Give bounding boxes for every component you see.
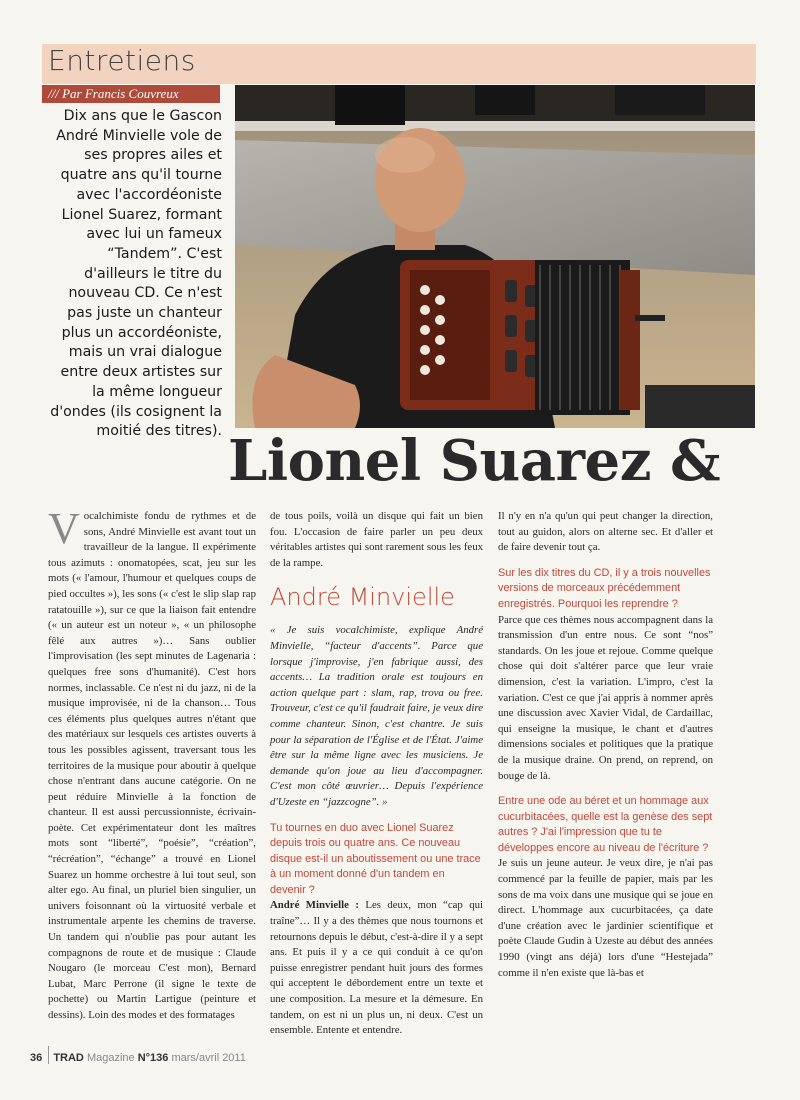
page-footer (30, 1052, 246, 1064)
lead-paragraph (48, 504, 256, 1024)
intro-lead: Dix ans que le Gascon André Minvielle vole de ses propres ailes et quatre ans qu'il tourne avec l'accordéoniste Lionel Suarez, formant avec lui un fameux “Tandem”. C'est d'ailleurs le titre du nouveau CD. Ce n'est pas juste un chanteur plus un accordéoniste, mais un vrai dialogue entre deux artistes sur la même longueur d'ondes (ils cosignent la moitié des titres). (50, 108, 222, 440)
paragraph: de tous poils, voilà un disque qui fait un bien fou. L'occasion de faire parler un peu deux véritables artistes qui sont rarement sous les feux de la rampe. (270, 510, 483, 569)
article-column-3 (498, 509, 713, 981)
magazine-brand: TRAD (53, 1052, 84, 1064)
artist-photo (235, 85, 755, 428)
paragraph: Il n'y en n'a qu'un qui peut changer la direction, tout au guidon, alors on alterne sec. Et d'aller et de faire devenir tout ça. (498, 510, 713, 554)
article-title: Lionel Suarez & (228, 428, 721, 494)
article-title-line2: André Minvielle (270, 583, 455, 612)
section-title: Entretiens (48, 44, 196, 77)
page-number: 36 (30, 1052, 43, 1064)
issue-date: mars/avril 2011 (171, 1052, 246, 1064)
magazine-subtitle: Magazine (86, 1052, 135, 1064)
interview-question: Entre une ode au béret et un hommage aux cucurbitacées, quelle est la genèse des sept autres ? J'ai l'impression que tu te développes encore au niveau de l'écriture ? (498, 795, 713, 854)
article-column-2 (270, 509, 483, 1039)
quote-paragraph: « Je suis vocalchimiste, explique André Minvielle, “facteur d'accents”. Parce que lorsque j'improvise, j'en fabrique aussi, des accents… La tradition orale est toujours en action quelque part : slam, rap, trova ou free. Trouveur, c'est ce qu'il faudrait faire, je veux dire comme chanteur. Sinon, c'est chantre. Je suis pour la séparation de l'Église et de l'État. J'aime être sur la même ligne avec les musiciens. Je demande qu'on joue au lieu d'accompagner. C'est mon côté œuvrier… Depuis l'expérience d'Uzeste en “jazzcogne”. » (270, 624, 483, 808)
interview-answer: Je suis un jeune auteur. Je veux dire, je n'ai pas commencé par la feuille de papier, mais par les sons de ma voix dans une musique qui se joue en direct. L'hommage aux cucurbitacées, ça date d'une création avec le jardinier scientifique et poète Claude Gudin à Uzeste au début des années 1990 (vingt ans déjà) lors d'une “Hestejada” comme il n'en existe que là-bas et (498, 857, 713, 979)
article-column-1 (48, 504, 256, 1024)
speaker-label: André Minvielle : (270, 899, 359, 912)
interview-question: Tu tournes en duo avec Lionel Suarez depuis trois ou quatre ans. Ce nouveau disque est-il un aboutissement ou une trace à un moment donné d'un tandem en devenir ? (270, 821, 481, 896)
accordion-player-illustration (235, 85, 755, 428)
issue-number: N°136 (137, 1052, 169, 1064)
author-byline: /// Par Francis Couvreux (42, 85, 220, 103)
drop-cap: V (48, 504, 80, 553)
interview-answer: Parce que ces thèmes nous accompagnent dans la transmission d'un entre nous. Ce sont “nos” standards. On les joue et rejoue. Comme quelque chose qui doit s'altérer parce que leur vraie dimension, c'est la variation. L'impro, c'est la variation. C'est ce que j'ai appris à nommer après une discussion avec Xavier Vidal, de Cardaillac, qui enseigne la musique, le chant et d'autres dimensions sociales et politiques que la pratique de la musique draine. On prend, on reprend, on bouge de là. (498, 613, 713, 782)
lead-text: ocalchimiste fondu de rythmes et de sons, André Minvielle est avant tout un travailleur de la langue. Il expérimente tous azimuts : onomatopées, scat, jeu sur les mots (« l'amour, l'humour et quelques coups de pied occultes »), les sons (« c'est le slip slap rap ratatouille »), sur ce que la liaison fait entendre (« un auteur est un noteur », « un philosophe fêlé aux autres »)… Sans oublier l'improvisation (les sept minutes de Lagenaria : quelques free sons d'humanité). C'est hors normes, inclassable. Ce n'est ni du jazz, ni de la musique improvisée, ni de la chanson… Tous ces éléments plus quelques autres n'étant que des matériaux sur lesquels ces artistes ouverts à tous les possibles agissent, traversant tous les territoires de la musique pour aboutir à quelque chose n'entrant dans aucune catégorie. On ne peut réduire Minvielle à la fonction de chanteur. Il est aussi percussionniste, écrivain-poète. Cet expérimentateur dont les maîtres mots sont “liberté”, “poésie”, “création”, “récréation”, “échange” a trouvé en Lionel Suarez un homme orchestre à lui tout seul, son alter ego. Au final, un pluriel bien singulier, un univers foisonnant où la virtuosité verbale et instrumentale arpente les chemins de traverse. Un tandem qui n'oublie pas pour autant les compagnons de route et de musique : Claude Nougaro (le morceau C'est mon), Bernard Lubat, Marc Perrone (il signe le texte de pochette) ou Martin Lartigue (peinture et dessins). Loin des modes et des formatages (48, 510, 256, 1021)
interview-question: Sur les dix titres du CD, il y a trois nouvelles versions de morceaux précédemment enregistrés. Pourquoi les reprendre ? (498, 566, 711, 610)
answer-text: Les deux, mon “cap qui traîne”… Il y a des thèmes que nous tournons et retournons depuis le début, c'est-à-dire il y a sept ans. Et puis il y a ce qui conduit à ce qu'on puisse enregistrer pendant huit jours des formes qui acceptent le débordement entre un texte et une composition. La mesure et la démesure. En tandem, on est ni un plus un, ni deux. C'est un ensemble. Entente et entendre. (270, 899, 484, 1037)
interview-answer (270, 898, 483, 1038)
